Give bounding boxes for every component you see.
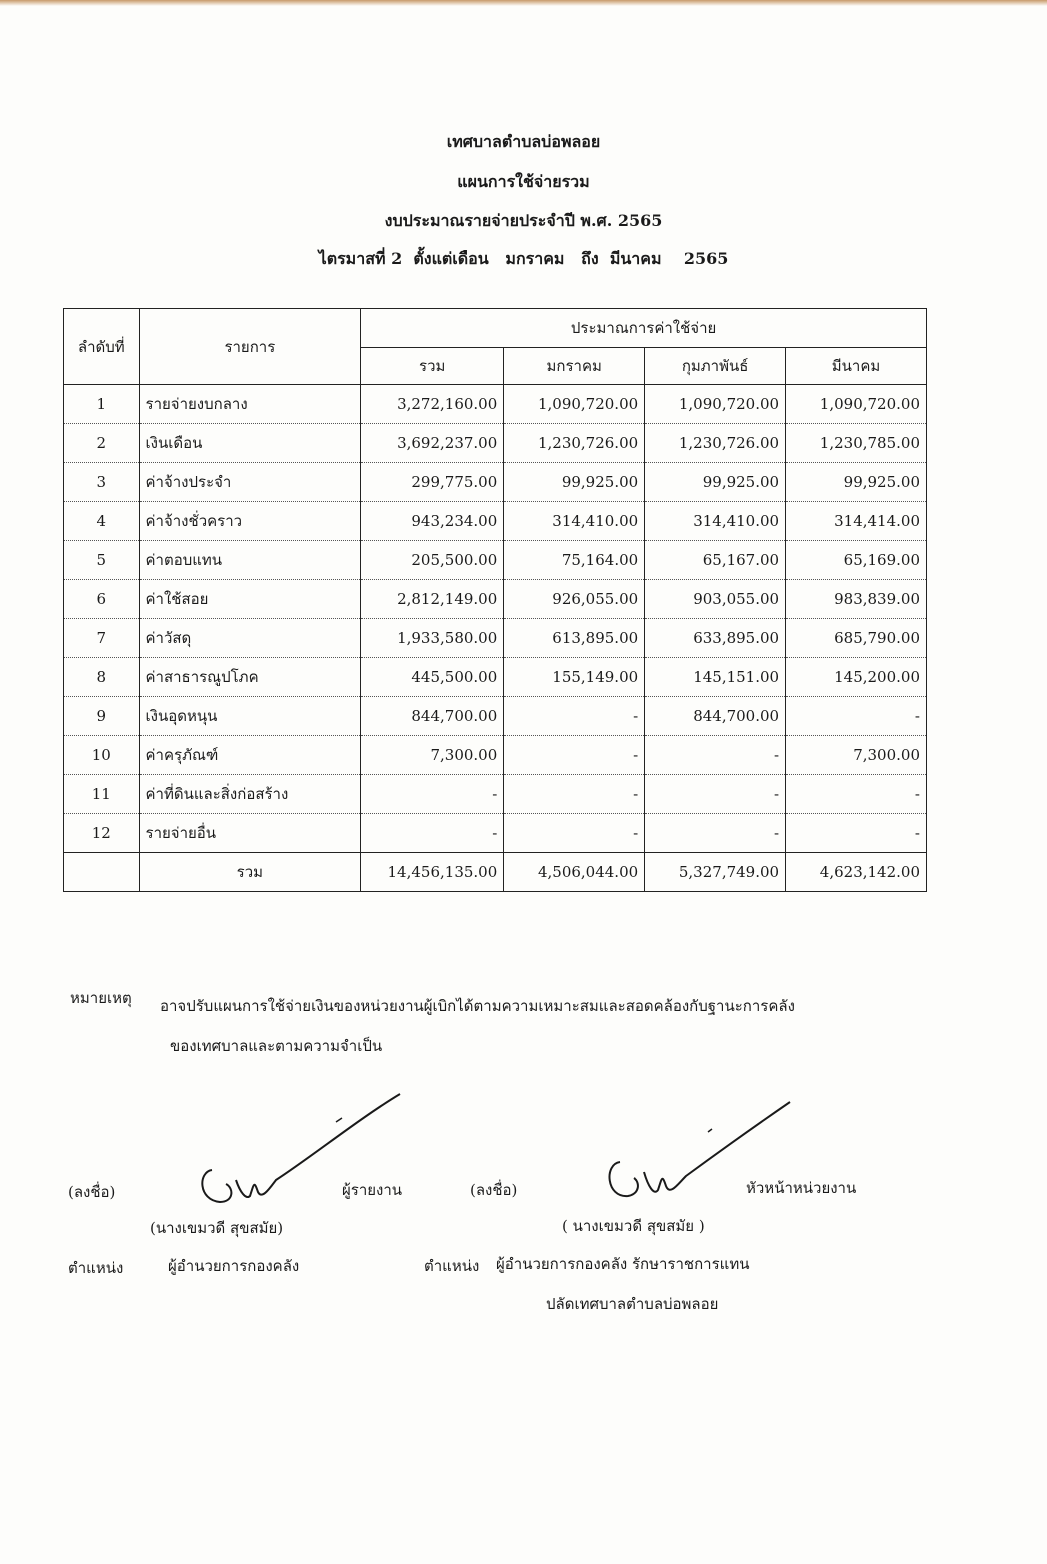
col-header-item: รายการ (139, 309, 361, 385)
row-feb: 99,925.00 (645, 463, 786, 502)
row-jan: 613,895.00 (504, 619, 645, 658)
row-no: 7 (64, 619, 140, 658)
row-item: ค่าครุภัณฑ์ (139, 736, 361, 775)
total-feb: 5,327,749.00 (645, 853, 786, 892)
row-jan: 1,090,720.00 (504, 385, 645, 424)
row-item: ค่าสาธารณูปโภค (139, 658, 361, 697)
row-no: 8 (64, 658, 140, 697)
row-total: - (361, 775, 504, 814)
row-item: ค่าวัสดุ (139, 619, 361, 658)
row-item: เงินอุดหนุน (139, 697, 361, 736)
row-jan: - (504, 775, 645, 814)
row-total: 844,700.00 (361, 697, 504, 736)
total-row (64, 853, 927, 892)
col-header-total: รวม (361, 348, 504, 385)
paper-edge (0, 0, 1047, 6)
total-mar: 4,623,142.00 (786, 853, 927, 892)
left-position: ผู้อำนวยการกองคลัง (168, 1257, 300, 1275)
expense-plan-table (63, 308, 927, 892)
row-total: 1,933,580.00 (361, 619, 504, 658)
table-row (64, 619, 927, 658)
left-name: (นางเขมวดี สุขสมัย) (150, 1219, 284, 1237)
row-total: 299,775.00 (361, 463, 504, 502)
row-total: 3,692,237.00 (361, 424, 504, 463)
total-label: รวม (139, 853, 361, 892)
row-feb: 314,410.00 (645, 502, 786, 541)
row-feb: 145,151.00 (645, 658, 786, 697)
table-row (64, 541, 927, 580)
row-feb: 65,167.00 (645, 541, 786, 580)
row-jan: 99,925.00 (504, 463, 645, 502)
row-mar: 1,090,720.00 (786, 385, 927, 424)
col-header-mar: มีนาคม (786, 348, 927, 385)
left-position-label: ตำแหน่ง (68, 1259, 124, 1277)
row-jan: 314,410.00 (504, 502, 645, 541)
row-total: - (361, 814, 504, 853)
row-no: 12 (64, 814, 140, 853)
note-text (160, 986, 920, 1066)
right-role: หัวหน้าหน่วยงาน (746, 1179, 857, 1197)
row-item: ค่าจ้างชั่วคราว (139, 502, 361, 541)
total-jan: 4,506,044.00 (504, 853, 645, 892)
left-sign-label: (ลงชื่อ) (68, 1183, 116, 1201)
row-no: 3 (64, 463, 140, 502)
row-total: 3,272,160.00 (361, 385, 504, 424)
table-row (64, 385, 927, 424)
total-sum: 14,456,135.00 (361, 853, 504, 892)
row-jan: 1,230,726.00 (504, 424, 645, 463)
right-sign-label: (ลงชื่อ) (470, 1181, 518, 1199)
row-feb: - (645, 814, 786, 853)
doc-title: แผนการใช้จ่ายรวม (457, 172, 590, 191)
right-position-line2: ปลัดเทศบาลตำบลบ่อพลอย (546, 1295, 719, 1313)
period-year: 2565 (683, 249, 729, 268)
table-row (64, 424, 927, 463)
total-no (64, 853, 140, 892)
col-header-feb: กุมภาพันธ์ (645, 348, 786, 385)
period-quarter: ไตรมาสที่ 2 (318, 249, 403, 268)
row-total: 445,500.00 (361, 658, 504, 697)
table-row (64, 814, 927, 853)
period-from-month: มกราคม (505, 249, 565, 268)
row-jan: 926,055.00 (504, 580, 645, 619)
row-jan: 75,164.00 (504, 541, 645, 580)
row-jan: - (504, 814, 645, 853)
row-item: ค่าใช้สอย (139, 580, 361, 619)
col-header-jan: มกราคม (504, 348, 645, 385)
note-label: หมายเหตุ (70, 989, 132, 1007)
row-jan: - (504, 697, 645, 736)
row-no: 6 (64, 580, 140, 619)
row-feb: 903,055.00 (645, 580, 786, 619)
row-mar: - (786, 814, 927, 853)
row-no: 11 (64, 775, 140, 814)
row-item: รายจ่ายงบกลาง (139, 385, 361, 424)
row-feb: - (645, 736, 786, 775)
col-header-no: ลำดับที่ (64, 309, 140, 385)
table-row (64, 580, 927, 619)
row-total: 2,812,149.00 (361, 580, 504, 619)
right-position: ผู้อำนวยการกองคลัง รักษาราชการแทน (496, 1255, 750, 1273)
row-mar: - (786, 775, 927, 814)
row-mar: - (786, 697, 927, 736)
row-feb: 1,090,720.00 (645, 385, 786, 424)
row-mar: 983,839.00 (786, 580, 927, 619)
row-feb: 633,895.00 (645, 619, 786, 658)
budget-title: งบประมาณรายจ่ายประจำปี พ.ศ. 2565 (384, 211, 663, 230)
row-item: ค่าตอบแทน (139, 541, 361, 580)
row-item: ค่าที่ดินและสิ่งก่อสร้าง (139, 775, 361, 814)
row-no: 2 (64, 424, 140, 463)
row-item: เงินเดือน (139, 424, 361, 463)
row-feb: 844,700.00 (645, 697, 786, 736)
row-mar: 65,169.00 (786, 541, 927, 580)
note-line-1: อาจปรับแผนการใช้จ่ายเงินของหน่วยงานผู้เบิกได้ตามความเหมาะสมและสอดคล้องกับฐานะการคลัง (160, 997, 795, 1015)
row-total: 943,234.00 (361, 502, 504, 541)
left-role: ผู้รายงาน (342, 1181, 403, 1199)
row-mar: 99,925.00 (786, 463, 927, 502)
table-row (64, 736, 927, 775)
row-jan: 155,149.00 (504, 658, 645, 697)
row-jan: - (504, 736, 645, 775)
row-mar: 145,200.00 (786, 658, 927, 697)
row-feb: - (645, 775, 786, 814)
right-name: ( นางเขมวดี สุขสมัย ) (562, 1217, 705, 1235)
row-mar: 7,300.00 (786, 736, 927, 775)
row-mar: 314,414.00 (786, 502, 927, 541)
table-row (64, 775, 927, 814)
row-total: 205,500.00 (361, 541, 504, 580)
row-no: 5 (64, 541, 140, 580)
table-row (64, 697, 927, 736)
note-line-2: ของเทศบาลและตามความจำเป็น (170, 1037, 383, 1055)
table-row (64, 463, 927, 502)
row-item: รายจ่ายอื่น (139, 814, 361, 853)
table-row (64, 658, 927, 697)
row-no: 1 (64, 385, 140, 424)
row-no: 9 (64, 697, 140, 736)
right-position-label: ตำแหน่ง (424, 1257, 480, 1275)
period-to-label: ถึง (581, 249, 599, 268)
row-total: 7,300.00 (361, 736, 504, 775)
row-no: 10 (64, 736, 140, 775)
row-item: ค่าจ้างประจำ (139, 463, 361, 502)
row-feb: 1,230,726.00 (645, 424, 786, 463)
table-row (64, 502, 927, 541)
row-no: 4 (64, 502, 140, 541)
org-name: เทศบาลตำบลบ่อพลอย (446, 132, 601, 151)
row-mar: 1,230,785.00 (786, 424, 927, 463)
period-to-month: มีนาคม (609, 249, 662, 268)
period-line (0, 247, 1047, 272)
row-mar: 685,790.00 (786, 619, 927, 658)
period-from-label: ตั้งแต่เดือน (413, 249, 489, 268)
col-header-estimate: ประมาณการค่าใช้จ่าย (361, 309, 927, 348)
